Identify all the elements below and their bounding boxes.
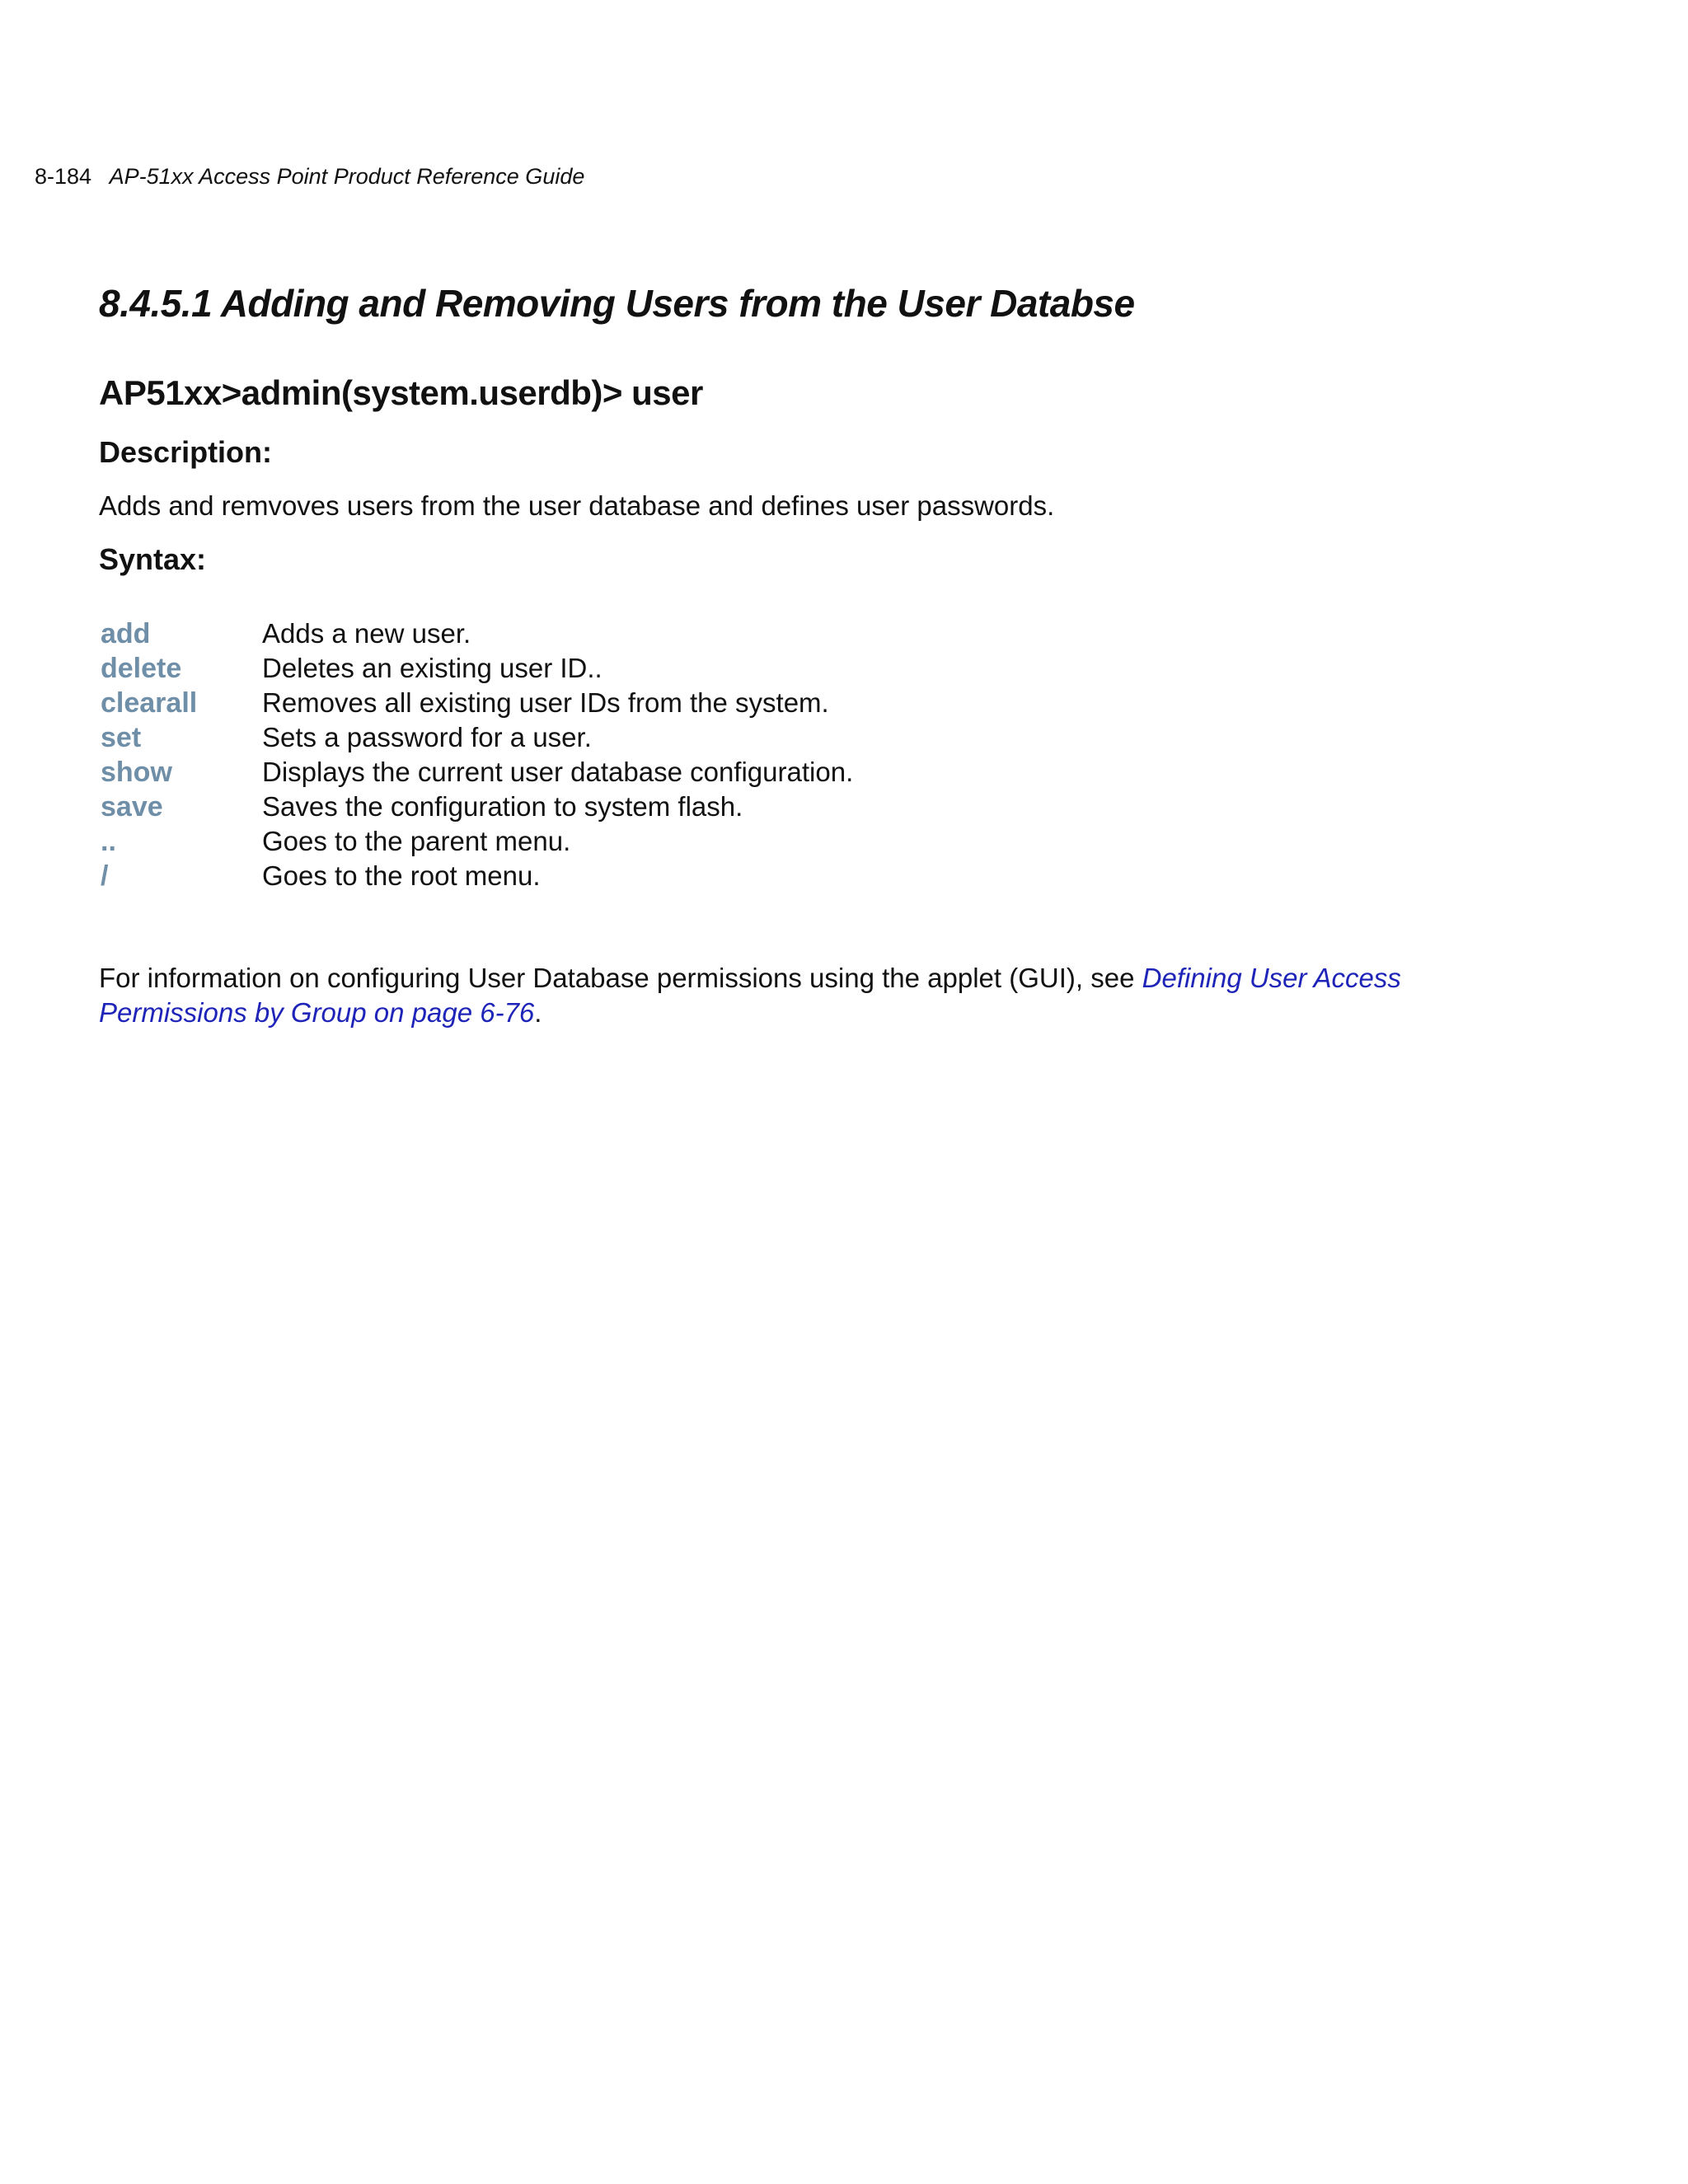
syntax-command: delete — [101, 653, 182, 684]
page-header — [35, 162, 584, 191]
syntax-row — [99, 686, 853, 720]
description-heading: Description: — [99, 435, 273, 469]
description-text: Adds and remvoves users from the user database and defines user passwords. — [99, 490, 1055, 521]
syntax-row — [99, 720, 853, 755]
syntax-row — [99, 790, 853, 824]
syntax-description: Displays the current user database configuration. — [262, 757, 854, 787]
syntax-command: show — [101, 757, 172, 788]
syntax-command: / — [101, 860, 109, 892]
syntax-command: add — [101, 618, 151, 649]
syntax-description: Deletes an existing user ID.. — [262, 653, 603, 683]
syntax-table — [99, 616, 853, 893]
syntax-heading: Syntax: — [99, 542, 207, 576]
page-content — [99, 280, 1550, 1057]
syntax-row — [99, 755, 853, 790]
syntax-row — [99, 824, 853, 859]
syntax-row — [99, 651, 853, 686]
footer-note-text: For information on configuring User Database permissions using the applet (GUI), see — [99, 963, 1142, 993]
page-number: 8-184 — [35, 164, 92, 189]
syntax-command: clearall — [101, 687, 198, 719]
syntax-description: Adds a new user. — [262, 618, 471, 649]
syntax-description: Saves the configuration to system flash. — [262, 791, 743, 822]
footer-note-end: . — [534, 997, 542, 1028]
guide-title: AP-51xx Access Point Product Reference Guide — [109, 164, 585, 189]
cross-reference-link[interactable]: Defining User Access Permissions by Group on page 6-76 — [99, 963, 1401, 1028]
syntax-description: Goes to the parent menu. — [262, 826, 571, 856]
command-title: AP51xx>admin(system.userdb)> user — [99, 373, 703, 412]
syntax-description: Removes all existing user IDs from the system. — [262, 687, 829, 718]
syntax-command: save — [101, 791, 163, 823]
syntax-command: set — [101, 722, 142, 753]
syntax-command: .. — [101, 826, 116, 857]
syntax-row — [99, 616, 853, 651]
syntax-row — [99, 859, 853, 893]
section-title: 8.4.5.1 Adding and Removing Users from the User Databse — [99, 282, 1135, 325]
footer-note — [99, 961, 1550, 1030]
syntax-description: Sets a password for a user. — [262, 722, 592, 752]
syntax-description: Goes to the root menu. — [262, 860, 541, 891]
